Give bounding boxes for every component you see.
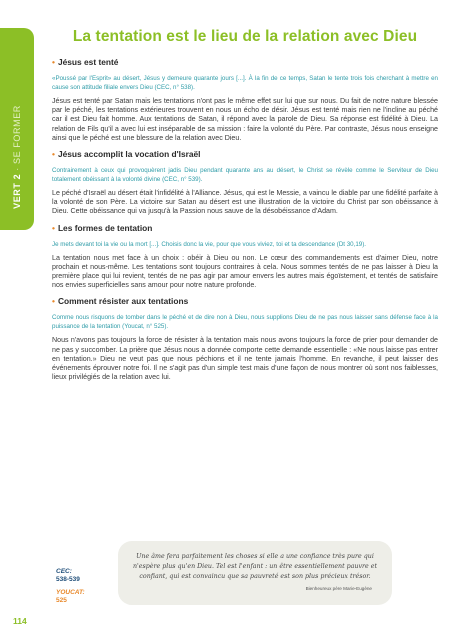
page-number: 114 [13, 616, 27, 626]
section-heading-text: Jésus est tenté [57, 57, 119, 67]
quote-box-text: Une âme fera parfaitement les choses si elle a une confiance très pure qui n'espère plus qu'en Dieu. Tel est l'enfant : un être essentiellement pauvre et confiant, qui est convaincu que sa pauvreté est son plus précieux trésor. [132, 553, 378, 581]
section-quote: Je mets devant toi la vie ou la mort [...]. Choisis donc la vie, pour que vous viviez, toi et ta descendance (Dt 30,19). [52, 240, 367, 248]
section-heading-text: Comment résister aux tentations [57, 296, 189, 307]
section-body: Le péché d'Israël au désert était l'infidélité à l'Alliance. Jésus, qui est le Messie, a vaincu le diable par une fidélité parfaite à la volonté de son Père. La victoire sur Satan au désert est une illustration de la victoire du Christ par son obéissance à Dieu. Cette obéissance qui va jusqu'à la Passion nous sauve de la désobéissance d'Adam. [52, 189, 438, 216]
section-heading-text: Les formes de tentation [57, 222, 153, 233]
section-body: La tentation nous met face à un choix : obéir à Dieu ou non. Le cœur des commandements est d'aimer Dieu, notre prochain et nous-même. Les tentations sont toujours contraires à cela. Nous sommes tentés de ne pas laisser à Dieu la première place qui lui revient, tentés de ne pas agir par amour envers les autres mais égoïstement, et tentés de satisfaire nos envies superficielles sans amour pour notre nature profonde. [52, 253, 438, 290]
section-body: Jésus est tenté par Satan mais les tentations n'ont pas le même effet sur lui que sur nous. Du fait de notre nature blessée par le péché, les tentations extérieures trouvent en nous un écho de désir. Jésus est tenté mais rien ne l'incline au péché car il est Dieu fait homme. Aux tentations de Satan, il répond avec la parole de Dieu. Sa réponse est fidélité à Dieu. La relation de Fils qu'il a avec lui est inséparable de sa mission : faire la volonté du Père. Par contraste, Jésus nous enseigne ainsi que le péché est une blessure de la relation avec Dieu. [52, 97, 438, 142]
section-heading-text: Jésus accomplit la vocation d'Israël [57, 149, 201, 160]
section-heading [52, 223, 438, 234]
bullet-icon: • [52, 57, 55, 67]
section-heading [52, 57, 438, 68]
side-tab-label [12, 105, 22, 209]
side-tab-strong: VERT 2 [12, 173, 22, 209]
side-tab [0, 28, 34, 230]
section-heading [52, 296, 438, 307]
section-jesus-tente [52, 57, 438, 143]
section-quote: Comme nous risquons de tomber dans le péché et de dire non à Dieu, nous supplions Dieu de ne pas nous laisser sans défense face à la puissance de la tentation (Youcat, n° 525). [52, 314, 438, 331]
references [56, 568, 116, 610]
quote-box-signature: Bienheureux père Marie-Eugène [305, 585, 372, 591]
main-content [52, 57, 438, 388]
quote-box [118, 541, 392, 605]
section-quote: Contrairement à ceux qui provoquèrent jadis Dieu pendant quarante ans au désert, le Christ se révèle comme le Serviteur de Dieu totalement obéissant à la volonté divine (CEC, n° 539). [52, 167, 438, 184]
bullet-icon: • [52, 149, 55, 160]
youcat-value: 525 [56, 597, 67, 604]
section-resister-tentations [52, 296, 438, 382]
cec-label: CEC: [56, 568, 72, 575]
side-tab-light: · SE FORMER [12, 105, 22, 171]
section-quote: «Poussé par l'Esprit» au désert, Jésus y demeure quarante jours [...]. À la fin de ce temps, Satan le tente trois fois cherchant à mettre en cause son attitude filiale envers Dieu (CEC, n° 538). [52, 75, 438, 91]
section-vocation-israel [52, 149, 438, 217]
section-formes-tentation [52, 223, 438, 291]
section-body: Nous n'avons pas toujours la force de résister à la tentation mais nous avons toujours la force de prier pour demander de ne pas y succomber. La prière que Jésus nous a donnée comporte cette demande essentielle : «Ne nous laisse pas entrer en tentation.» Dieu ne veut pas que nous péchions et il ne tente jamais l'homme. En revanche, il peut laisser des événements éprouver notre foi. Il ne s'agit pas d'un simple test mais d'une façon de nous montrer où sont nos faiblesses, lieux privilégiés de la relation avec lui. [52, 336, 438, 382]
youcat-label: YOUCAT: [56, 589, 85, 596]
bullet-icon: • [52, 222, 55, 233]
page-title: La tentation est le lieu de la relation avec Dieu [72, 28, 418, 45]
cec-value: 538-539 [56, 576, 80, 583]
section-heading [52, 149, 438, 160]
bullet-icon: • [52, 296, 55, 307]
